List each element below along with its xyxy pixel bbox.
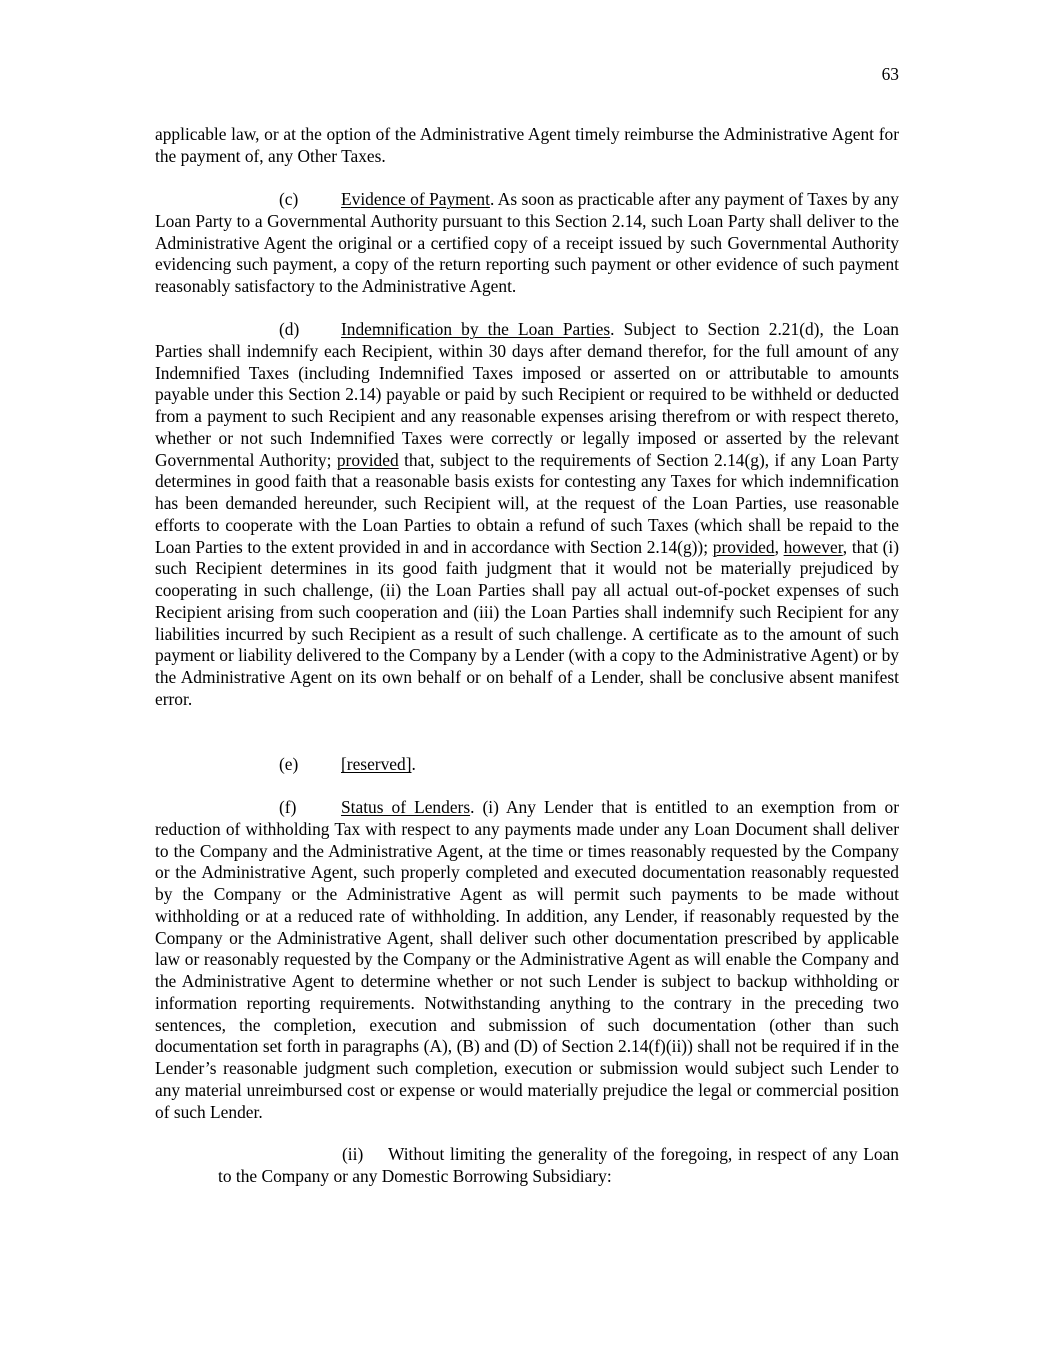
paragraph-e xyxy=(155,754,899,776)
paragraph-d xyxy=(155,319,899,711)
paragraph-c-label: (c) xyxy=(279,189,299,209)
paragraph-d-label: (d) xyxy=(279,319,300,339)
paragraph-b-text: applicable law, or at the option of the Administrative Agent timely reimburse the Administrative Agent for the payment of, any Other Taxes. xyxy=(155,124,899,166)
paragraph-f-heading: Status of Lenders xyxy=(341,797,471,817)
paragraph-d-provided-2: provided xyxy=(712,536,775,557)
paragraph-d-comma: , xyxy=(774,536,784,557)
paragraph-f-ii-body: Without limiting the generality of the foregoing, in respect of any Loan to the Company or any Domestic Borrowing Subsidiary: xyxy=(218,1144,899,1186)
page-number: 63 xyxy=(881,64,899,84)
paragraph-d-provided-1: provided xyxy=(336,449,399,470)
paragraph-f-ii xyxy=(218,1144,899,1188)
paragraph-f xyxy=(155,797,899,1123)
paragraph-e-label: (e) xyxy=(279,754,299,774)
paragraph-f-ii-label: (ii) xyxy=(342,1144,364,1164)
paragraph-d-body-1: . Subject to Section 2.21(d), the Loan Parties shall indemnify each Recipient, within 30 days after demand therefor, for the full amount of any Indemnified Taxes (including Indemnified Taxes imposed or asserted on or attributable to amounts payable under this Section 2.14) payable or paid by such Recipient or required to be withheld or deducted from a payment to such Recipient and any reasonable expenses arising therefrom or with respect thereto, whether or not such Indemnified Taxes were correctly or legally imposed or asserted by the relevant Governmental Authority; xyxy=(155,319,899,470)
paragraph-c xyxy=(155,189,899,298)
paragraph-b-continuation xyxy=(155,124,899,168)
paragraph-f-body: . (i) Any Lender that is entitled to an exemption from or reduction of withholding Tax with respect to any payments made under any Loan Document shall deliver to the Company and the Administrative Agent, at the time or times reasonably requested by the Company or the Administrative Agent, such properly completed and executed documentation reasonably requested by the Company or the Administrative Agent as will permit such payments to be made without withholding or at a reduced rate of withholding. In addition, any Lender, if reasonably requested by the Company or the Administrative Agent, shall deliver such other documentation prescribed by applicable law or reasonably requested by the Company or the Administrative Agent as will enable the Company and the Administrative Agent to determine whether or not such Lender is subject to backup withholding or information reporting requirements. Notwithstanding anything to the contrary in the preceding two sentences, the completion, execution and submission of such documentation (other than such documentation set forth in paragraphs (A), (B) and (D) of Section 2.14(f)(ii)) shall not be required if in the Lender’s reasonable judgment such completion, execution or submission would subject such Lender to any material unreimbursed cost or expense or would materially prejudice the legal or commercial position of such Lender. xyxy=(155,797,899,1122)
paragraph-d-body-2: that, subject to the requirements of Section 2.14(g), if any Loan Party determines in good faith that a reasonable basis exists for contesting any Taxes for which indemnification has been demanded hereunder, such Recipient will, at the request of the Loan Parties, use reasonable efforts to cooperate with the Loan Parties to obtain a refund of such Taxes (which shall be repaid to the Loan Parties to the extent provided in and in accordance with Section 2.14(g)); xyxy=(155,449,899,557)
paragraph-c-body: . As soon as practicable after any payment of Taxes by any Loan Party to a Governmental Authority pursuant to this Section 2.14, such Loan Party shall deliver to the Administrative Agent the original or a certified copy of a receipt issued by such Governmental Authority evidencing such payment, a copy of the return reporting such payment or other evidence of such payment reasonably satisfactory to the Administrative Agent. xyxy=(155,189,899,296)
paragraph-e-tail: . xyxy=(411,754,416,774)
paragraph-d-body-3: , that (i) such Recipient determines in its good faith judgment that it would not be materially prejudiced by cooperating in such challenge, (ii) the Loan Parties shall pay all actual out-of-pocket expenses of such Recipient arising from such cooperation and (iii) the Loan Parties shall indemnify such Recipient for any liabilities incurred by such Recipient as a result of such challenge. A certificate as to the amount of such payment or liability delivered to the Company by a Lender (with a copy to the Administrative Agent) or by the Administrative Agent on its own behalf or on behalf of a Lender, shall be conclusive absent manifest error. xyxy=(155,536,899,709)
paragraph-e-heading: [reserved] xyxy=(341,754,412,774)
paragraph-d-heading: Indemnification by the Loan Parties xyxy=(341,319,611,339)
paragraph-d-however: however xyxy=(783,536,843,557)
paragraph-f-label: (f) xyxy=(279,797,297,817)
paragraph-c-heading: Evidence of Payment xyxy=(341,189,490,209)
